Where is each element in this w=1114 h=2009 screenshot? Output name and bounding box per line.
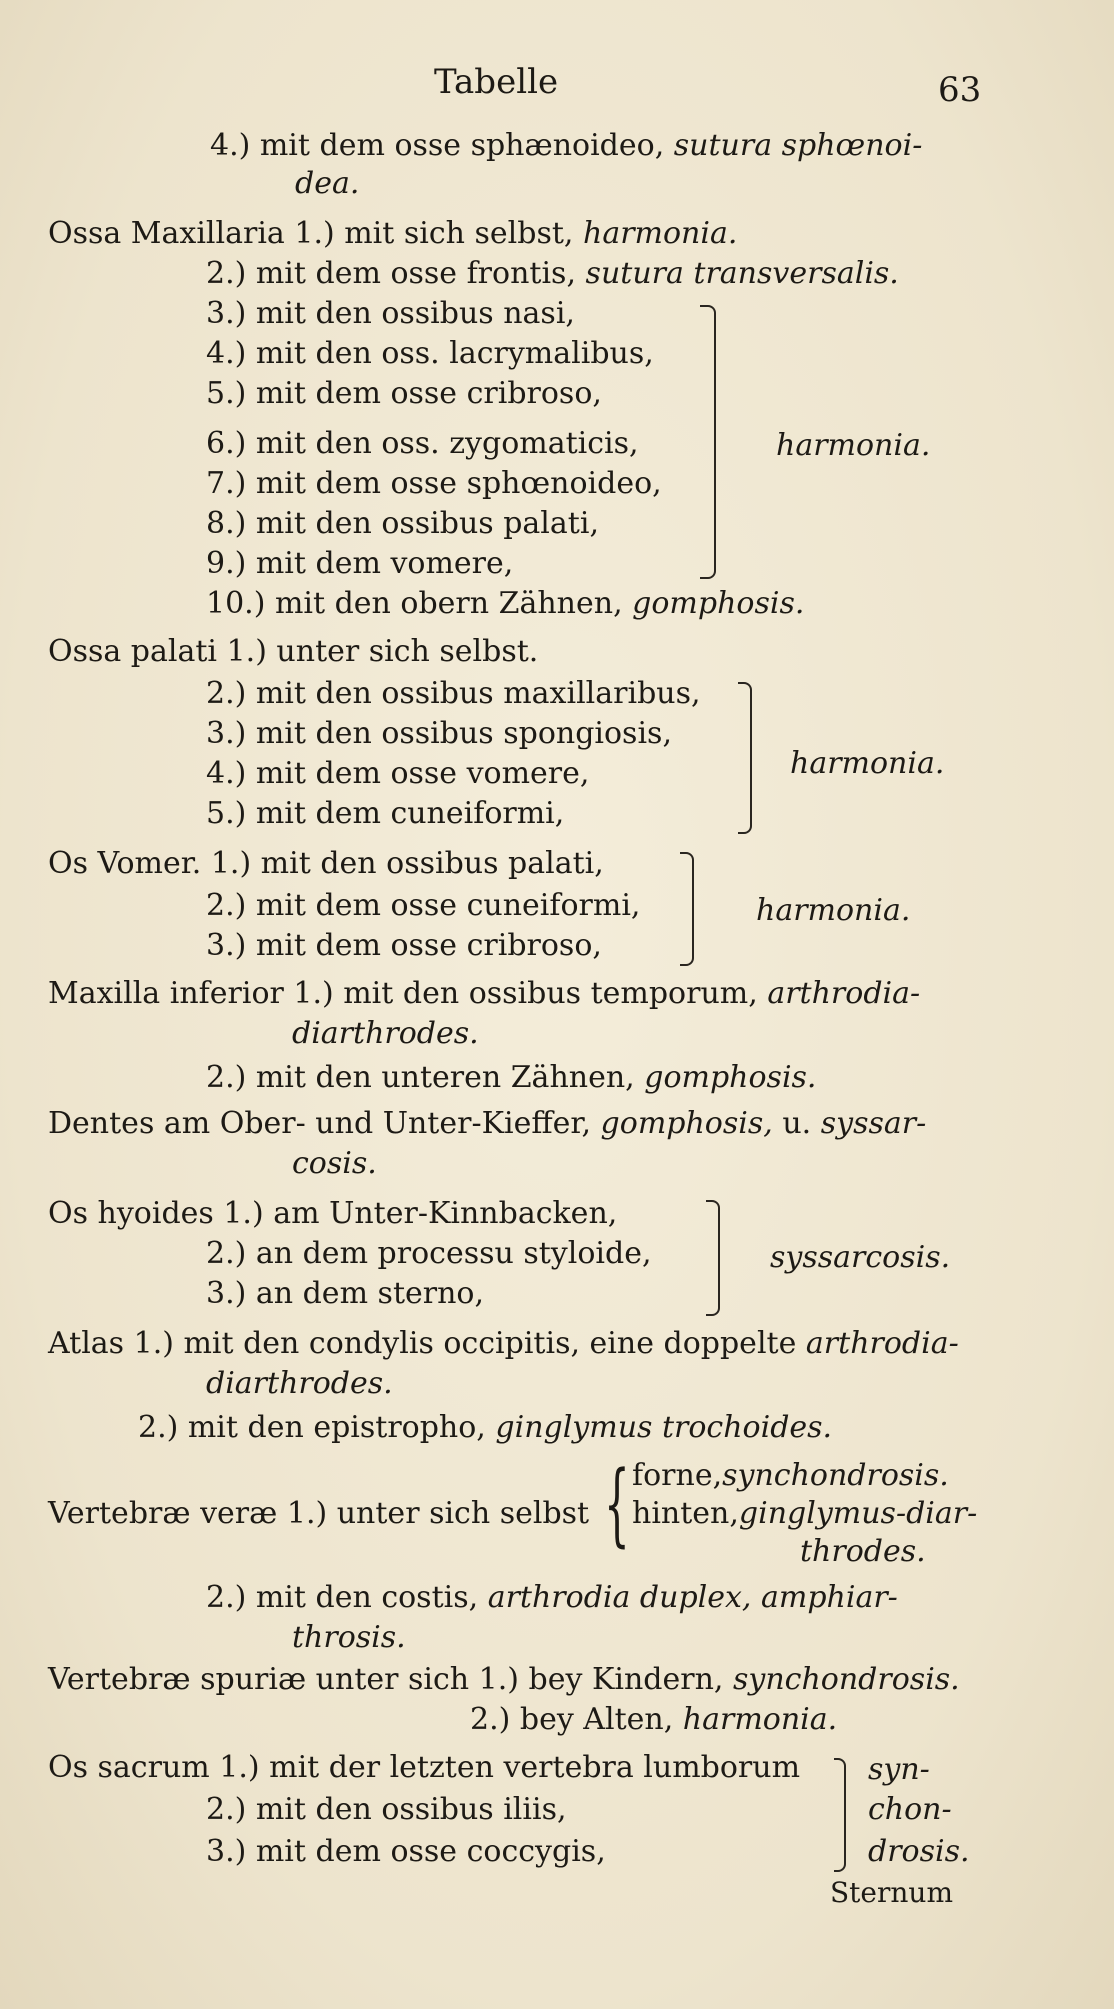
text-line: 8.) mit den ossibus palati,	[206, 506, 599, 541]
running-title: Tabelle	[434, 62, 559, 102]
group-term: syssarcosis.	[770, 1240, 951, 1275]
right-brace	[680, 852, 694, 966]
right-brace	[706, 1200, 720, 1316]
text-line: 2.) mit dem osse cuneiformi,	[206, 888, 641, 923]
catchword: Sternum	[830, 1876, 954, 1909]
text-line: dea.	[295, 166, 360, 201]
text-line: 2.) mit den unteren Zähnen, gomphosis.	[206, 1060, 817, 1095]
text-line: 3.) an dem sterno,	[206, 1276, 485, 1311]
text-line: throsis.	[292, 1620, 406, 1655]
text-line: 3.) mit den ossibus spongiosis,	[206, 716, 672, 751]
group-term: harmonia.	[756, 893, 911, 928]
group-term: chon-	[868, 1792, 952, 1827]
right-brace	[700, 305, 716, 579]
right-brace	[834, 1758, 846, 1872]
group-term: syn-	[868, 1752, 930, 1787]
text-line: Os hyoides 1.) am Unter-Kinnbacken,	[48, 1196, 618, 1231]
text-line: 7.) mit dem osse sphœnoideo,	[206, 466, 662, 501]
text-line: Ossa Maxillaria 1.) mit sich selbst, harmonia.	[48, 216, 738, 251]
text-line: 2.) mit den ossibus iliis,	[206, 1792, 567, 1827]
text-line: 3.) mit den ossibus nasi,	[206, 296, 575, 331]
text-line: 2.) mit den epistropho, ginglymus trochoides.	[138, 1410, 833, 1445]
text-line: 3.) mit dem osse coccygis,	[206, 1834, 606, 1869]
text-line: forne,synchondrosis.	[632, 1458, 949, 1493]
page-number: 63	[938, 70, 982, 110]
text-line: 9.) mit dem vomere,	[206, 546, 514, 581]
text-line: 4.) mit dem osse sphænoideo, sutura sphœnoi-	[210, 128, 923, 163]
text-line: Ossa palati 1.) unter sich selbst.	[48, 634, 539, 669]
group-term: harmonia.	[776, 428, 931, 463]
text-line: hinten,ginglymus-diar-	[632, 1496, 978, 1531]
text-line: 4.) mit dem osse vomere,	[206, 756, 590, 791]
text-line: 2.) mit den ossibus maxillaribus,	[206, 676, 701, 711]
group-term: drosis.	[868, 1834, 970, 1869]
text-line: 2.) bey Alten, harmonia.	[470, 1702, 838, 1737]
text-line: 2.) an dem processu styloide,	[206, 1236, 652, 1271]
left-brace: {	[604, 1452, 630, 1557]
text-line: 3.) mit dem osse cribroso,	[206, 928, 602, 963]
text-line: diarthrodes.	[206, 1366, 393, 1401]
group-term: harmonia.	[790, 746, 945, 781]
text-line: Dentes am Ober- und Unter-Kieffer, gomphosis, u. syssar-	[48, 1106, 927, 1141]
text-line: 2.) mit den costis, arthrodia duplex, amphiar-	[206, 1580, 898, 1615]
text-line: diarthrodes.	[292, 1016, 479, 1051]
text-line: 6.) mit den oss. zygomaticis,	[206, 426, 639, 461]
text-line: Atlas 1.) mit den condylis occipitis, eine doppelte arthrodia-	[48, 1326, 959, 1361]
text-line: 10.) mit den obern Zähnen, gomphosis.	[206, 586, 805, 621]
text-line: throdes.	[800, 1534, 926, 1569]
text-line: 4.) mit den oss. lacrymalibus,	[206, 336, 654, 371]
text-line: 5.) mit dem osse cribroso,	[206, 376, 602, 411]
text-line: Os sacrum 1.) mit der letzten vertebra lumborum	[48, 1750, 801, 1785]
right-brace	[738, 682, 752, 834]
text-line: Vertebræ spuriæ unter sich 1.) bey Kindern, synchondrosis.	[48, 1662, 960, 1697]
text-line: Maxilla inferior 1.) mit den ossibus temporum, arthrodia-	[48, 976, 921, 1011]
text-line: Vertebræ veræ 1.) unter sich selbst	[48, 1496, 590, 1531]
text-line: Os Vomer. 1.) mit den ossibus palati,	[48, 846, 604, 881]
text-line: 2.) mit dem osse frontis, sutura transversalis.	[206, 256, 899, 291]
text-line: cosis.	[292, 1146, 377, 1181]
text-line: 5.) mit dem cuneiformi,	[206, 796, 565, 831]
